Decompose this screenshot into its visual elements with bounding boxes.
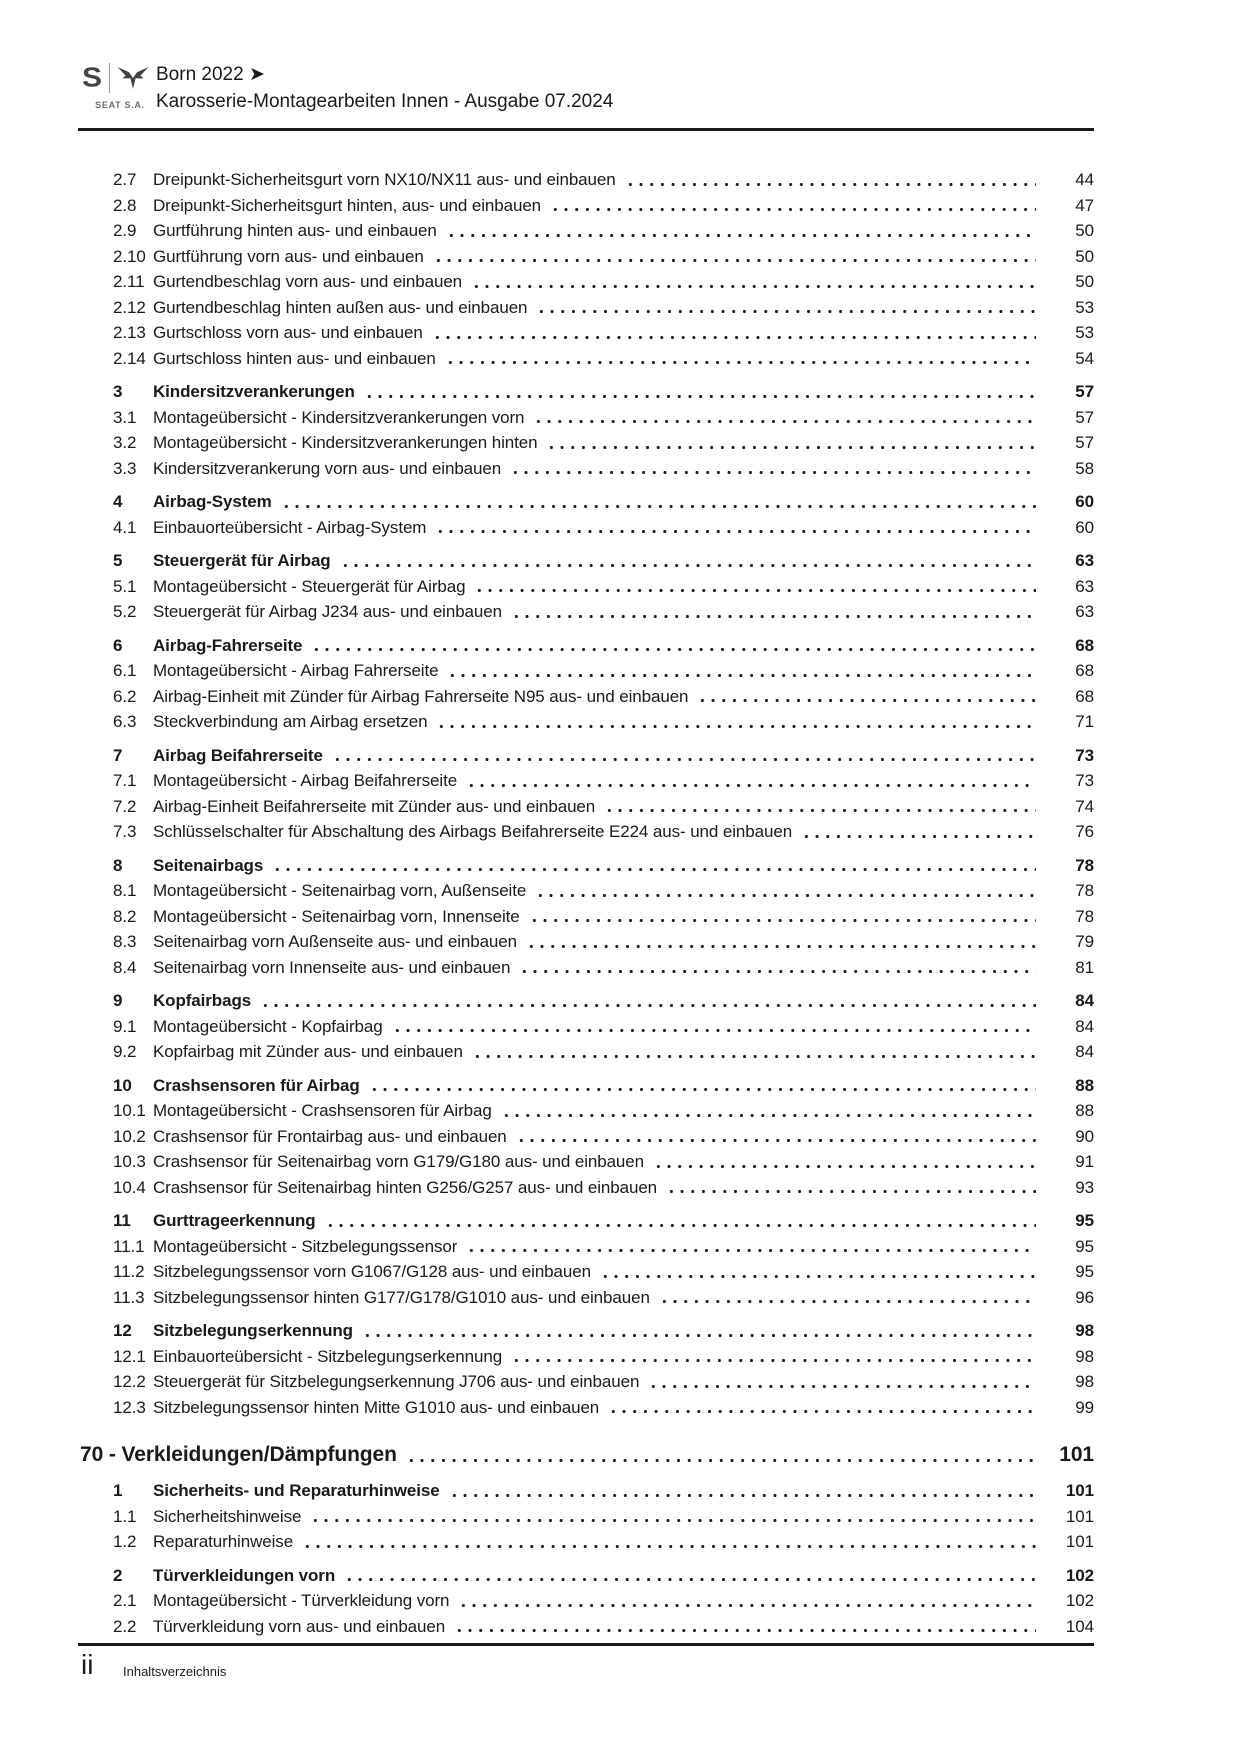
toc-entry-number: 3.1 xyxy=(113,407,137,427)
toc-section-row xyxy=(80,633,1094,659)
dot-leader xyxy=(606,1395,1036,1421)
toc-entry-title: Schlüsselschalter für Abschaltung des Airbags Beifahrerseite E224 aus- und einbauen xyxy=(153,822,793,841)
dot-leader xyxy=(799,819,1036,845)
toc-entry-page: 101 xyxy=(1065,1481,1094,1500)
dot-leader xyxy=(646,1369,1036,1395)
toc-entry-title: Montageübersicht - Kindersitzverankerungen hinten xyxy=(153,433,538,452)
toc-entry-row xyxy=(80,269,1094,295)
toc-entry-row xyxy=(80,1098,1094,1124)
toc-entry-page: 58 xyxy=(1075,458,1094,478)
toc-entry-title: 70 - Verkleidungen/Dämpfungen xyxy=(80,1443,397,1466)
toc-entry-title: Montageübersicht - Sitzbelegungssensor xyxy=(153,1236,458,1256)
toc-entry-title: Airbag-Einheit mit Zünder für Airbag Fahrerseite N95 aus- und einbauen xyxy=(153,686,689,706)
toc-entry-row xyxy=(80,878,1094,904)
toc-entry-page: 84 xyxy=(1075,1016,1094,1036)
dot-leader xyxy=(430,320,1036,346)
toc-entry-title: Gurtendbeschlag hinten außen aus- und einbauen xyxy=(153,297,528,317)
toc-entry-title: Crashsensor für Seitenairbag vorn G179/G180 aus- und einbauen xyxy=(153,1152,644,1171)
toc-section-row xyxy=(80,743,1094,769)
toc-entry-number: 12.1 xyxy=(113,1346,146,1366)
dot-leader xyxy=(342,1563,1036,1589)
toc-entry-row xyxy=(80,1344,1094,1370)
dot-leader xyxy=(695,684,1036,710)
toc-entry-page: 68 xyxy=(1075,661,1094,680)
toc-entry-number: 11.3 xyxy=(113,1287,145,1307)
toc-entry-page: 99 xyxy=(1075,1397,1094,1417)
toc-entry-row xyxy=(80,955,1094,981)
toc-entry-row xyxy=(80,1039,1094,1065)
dot-leader xyxy=(445,658,1036,684)
toc-entry-row xyxy=(80,1369,1094,1395)
toc-entry-title: Montageübersicht - Kopfairbag xyxy=(153,1016,383,1036)
dot-leader xyxy=(360,1318,1036,1344)
toc-entry-row xyxy=(80,1395,1094,1421)
toc-entry-page: 96 xyxy=(1075,1287,1094,1307)
toc-entry-number: 7.3 xyxy=(113,822,137,841)
toc-entry-number: 8 xyxy=(113,855,123,875)
footer-section-label: Inhaltsverzeichnis xyxy=(123,1664,227,1679)
toc-entry-title: Montageübersicht - Kindersitzverankerungen vorn xyxy=(153,407,525,427)
dot-leader xyxy=(464,1234,1036,1260)
toc-entry-title: Sicherheitshinweise xyxy=(153,1506,302,1526)
dot-leader xyxy=(508,456,1036,482)
toc-entry-number: 9.1 xyxy=(113,1016,137,1036)
toc-entry-number: 1.2 xyxy=(113,1532,137,1551)
toc-entry-page: 47 xyxy=(1075,195,1094,215)
toc-entry-number: 7 xyxy=(113,745,123,765)
toc-entry-row xyxy=(80,346,1094,372)
toc-entry-title: Sitzbelegungssensor hinten G177/G178/G1010 aus- und einbauen xyxy=(153,1287,650,1307)
toc-entry-number: 3.3 xyxy=(113,458,137,478)
toc-entry-number: 8.1 xyxy=(113,881,137,900)
dot-leader xyxy=(464,768,1036,794)
toc-entry-page: 88 xyxy=(1075,1075,1094,1095)
dot-leader xyxy=(279,489,1036,515)
toc-entry-row xyxy=(80,1175,1094,1201)
toc-entry-row xyxy=(80,430,1094,456)
toc-entry-title: Gurttrageerkennung xyxy=(153,1211,316,1230)
toc-entry-title: Gurtschloss hinten aus- und einbauen xyxy=(153,348,436,368)
toc-entry-number: 6.3 xyxy=(113,712,137,731)
dot-leader xyxy=(443,346,1036,372)
toc-entry-number: 3 xyxy=(113,382,123,401)
toc-entry-title: Gurtschloss vorn aus- und einbauen xyxy=(153,323,423,342)
dot-leader xyxy=(431,244,1036,270)
toc-entry-number: 2.8 xyxy=(113,195,137,215)
dot-leader xyxy=(531,405,1036,431)
brand-logos xyxy=(82,60,158,96)
toc-entry-page: 101 xyxy=(1065,1506,1094,1526)
toc-entry-title: Sitzbelegungserkennung xyxy=(153,1321,353,1340)
toc-entry-page: 78 xyxy=(1075,881,1094,900)
toc-entry-page: 84 xyxy=(1075,991,1094,1010)
dot-leader xyxy=(524,929,1036,955)
toc-entry-number: 8.3 xyxy=(113,932,137,951)
dot-leader xyxy=(434,709,1036,735)
toc-entry-page: 78 xyxy=(1075,906,1094,926)
toc-entry-page: 63 xyxy=(1075,551,1094,570)
dot-leader xyxy=(444,218,1036,244)
toc-entry-page: 50 xyxy=(1075,272,1094,291)
toc-section-row xyxy=(80,853,1094,879)
toc-entry-row xyxy=(80,1259,1094,1285)
toc-entry-title: Steuergerät für Sitzbelegungserkennung J706 aus- und einbauen xyxy=(153,1372,640,1391)
toc-list xyxy=(80,167,1094,1639)
toc-entry-number: 10.1 xyxy=(113,1101,146,1120)
toc-entry-number: 2.9 xyxy=(113,221,137,240)
toc-entry-page: 60 xyxy=(1075,492,1094,511)
toc-entry-row xyxy=(80,1014,1094,1040)
toc-entry-title: Sicherheits- und Reparaturhinweise xyxy=(153,1481,440,1500)
toc-entry-page: 50 xyxy=(1075,246,1094,266)
toc-entry-title: Montageübersicht - Airbag Fahrerseite xyxy=(153,661,439,680)
toc-entry-row xyxy=(80,794,1094,820)
toc-entry-row xyxy=(80,1124,1094,1150)
toc-section-row xyxy=(80,548,1094,574)
toc-entry-number: 4.1 xyxy=(113,517,137,537)
toc-entry-number: 7.1 xyxy=(113,771,137,790)
toc-entry-title: Airbag-Einheit Beifahrerseite mit Zünder aus- und einbauen xyxy=(153,796,596,816)
dot-leader xyxy=(452,1614,1036,1640)
logo-divider xyxy=(109,63,110,93)
toc-entry-number: 6.1 xyxy=(113,661,137,680)
toc-entry-page: 53 xyxy=(1075,323,1094,342)
toc-entry-title: Reparaturhinweise xyxy=(153,1532,294,1551)
toc-entry-number: 4 xyxy=(113,492,123,511)
toc-entry-number: 11.2 xyxy=(113,1262,145,1281)
toc-entry-title: Dreipunkt-Sicherheitsgurt vorn NX10/NX11 aus- und einbauen xyxy=(153,170,616,189)
toc-entry-title: Montageübersicht - Seitenairbag vorn, Innenseite xyxy=(153,906,520,926)
toc-entry-title: Türverkleidungen vorn xyxy=(153,1565,336,1585)
toc-entry-page: 102 xyxy=(1065,1591,1094,1610)
toc-entry-number: 10.3 xyxy=(113,1152,146,1171)
toc-entry-number: 10.4 xyxy=(113,1177,146,1197)
toc-entry-title: Gurtendbeschlag vorn aus- und einbauen xyxy=(153,272,463,291)
toc-entry-number: 12.3 xyxy=(113,1397,146,1417)
dot-leader xyxy=(533,878,1036,904)
toc-entry-title: Airbag-System xyxy=(153,492,272,511)
toc-entry-row xyxy=(80,709,1094,735)
footer-rule xyxy=(78,1643,1094,1646)
toc-entry-page: 81 xyxy=(1075,957,1094,977)
toc-entry-page: 93 xyxy=(1075,1177,1094,1197)
toc-entry-row xyxy=(80,167,1094,193)
toc-entry-number: 5 xyxy=(113,551,123,570)
dot-leader xyxy=(514,1124,1036,1150)
toc-entry-title: Türverkleidung vorn aus- und einbauen xyxy=(153,1616,446,1636)
toc-entry-title: Einbauorteübersicht - Sitzbelegungserkennung xyxy=(153,1346,503,1366)
toc-entry-row xyxy=(80,456,1094,482)
toc-entry-page: 90 xyxy=(1075,1126,1094,1146)
toc-entry-page: 53 xyxy=(1075,297,1094,317)
document-title: Karosserie-Montagearbeiten Innen - Ausgabe 07.2024 xyxy=(156,91,614,112)
toc-section-row xyxy=(80,1208,1094,1234)
dot-leader xyxy=(323,1208,1036,1234)
toc-entry-row xyxy=(80,193,1094,219)
toc-entry-title: Crashsensor für Frontairbag aus- und einbauen xyxy=(153,1126,507,1146)
toc-entry-number: 10.2 xyxy=(113,1126,146,1146)
dot-leader xyxy=(362,379,1036,405)
dot-leader xyxy=(499,1098,1036,1124)
toc-entry-title: Steckverbindung am Airbag ersetzen xyxy=(153,712,428,731)
toc-entry-number: 8.4 xyxy=(113,957,137,977)
toc-entry-title: Kindersitzverankerungen xyxy=(153,382,355,401)
header-rule xyxy=(78,128,1094,131)
dot-leader xyxy=(470,1039,1036,1065)
toc-entry-row xyxy=(80,1149,1094,1175)
toc-section-row xyxy=(80,1073,1094,1099)
toc-section-row xyxy=(80,1478,1094,1504)
toc-entry-row xyxy=(80,295,1094,321)
dot-leader xyxy=(548,193,1036,219)
dot-leader xyxy=(598,1259,1036,1285)
dot-leader xyxy=(300,1529,1036,1555)
toc-entry-number: 12.2 xyxy=(113,1372,146,1391)
footer-page-number: ii xyxy=(81,1649,94,1680)
toc-entry-page: 71 xyxy=(1075,712,1094,731)
dot-leader xyxy=(390,1014,1036,1040)
dot-leader xyxy=(651,1149,1036,1175)
toc-entry-row xyxy=(80,320,1094,346)
toc-entry-row xyxy=(80,599,1094,625)
toc-entry-title: Kindersitzverankerung vorn aus- und einbauen xyxy=(153,458,502,478)
toc-entry-title: Gurtführung vorn aus- und einbauen xyxy=(153,246,424,266)
toc-entry-number: 1 xyxy=(113,1481,123,1500)
toc-entry-title: Kopfairbags xyxy=(153,991,252,1010)
toc-entry-page: 57 xyxy=(1075,407,1094,427)
toc-entry-number: 9 xyxy=(113,991,123,1010)
toc-entry-number: 1.1 xyxy=(113,1506,137,1526)
dot-leader xyxy=(509,599,1036,625)
toc-entry-number: 2.10 xyxy=(113,246,146,266)
toc-entry-row xyxy=(80,684,1094,710)
toc-entry-page: 76 xyxy=(1075,822,1094,841)
dot-leader xyxy=(308,1504,1036,1530)
dot-leader xyxy=(330,743,1036,769)
toc-entry-row xyxy=(80,658,1094,684)
toc-entry-title: Montageübersicht - Steuergerät für Airbag xyxy=(153,576,466,596)
toc-entry-page: 63 xyxy=(1075,576,1094,596)
toc-entry-number: 8.2 xyxy=(113,906,137,926)
toc-entry-row xyxy=(80,768,1094,794)
toc-entry-title: Montageübersicht - Seitenairbag vorn, Außenseite xyxy=(153,881,527,900)
toc-entry-title: Airbag-Fahrerseite xyxy=(153,635,303,655)
toc-entry-row xyxy=(80,929,1094,955)
toc-entry-number: 2.14 xyxy=(113,348,146,368)
toc-entry-page: 98 xyxy=(1075,1346,1094,1366)
toc-entry-title: Steuergerät für Airbag J234 aus- und einbauen xyxy=(153,602,502,621)
toc-entry-row xyxy=(80,1614,1094,1640)
toc-entry-title: Sitzbelegungssensor hinten Mitte G1010 aus- und einbauen xyxy=(153,1397,600,1417)
toc-entry-page: 73 xyxy=(1075,771,1094,790)
toc-entry-number: 11 xyxy=(113,1211,131,1230)
toc-entry-page: 88 xyxy=(1075,1101,1094,1120)
toc-entry-title: Steuergerät für Airbag xyxy=(153,551,331,570)
toc-entry-title: Crashsensoren für Airbag xyxy=(153,1075,360,1095)
dot-leader xyxy=(338,548,1036,574)
toc-section-row xyxy=(80,988,1094,1014)
dot-leader xyxy=(602,794,1036,820)
dot-leader xyxy=(367,1073,1036,1099)
toc-entry-number: 3.2 xyxy=(113,433,137,452)
toc-entry-page: 78 xyxy=(1075,855,1094,875)
toc-entry-page: 63 xyxy=(1075,602,1094,621)
toc-entry-title: Sitzbelegungssensor vorn G1067/G128 aus- und einbauen xyxy=(153,1262,591,1281)
toc-entry-page: 101 xyxy=(1059,1443,1094,1466)
toc-entry-number: 7.2 xyxy=(113,796,137,816)
toc-entry-number: 9.2 xyxy=(113,1042,137,1061)
dot-leader xyxy=(472,574,1036,600)
toc-entry-row xyxy=(80,1588,1094,1614)
toc-entry-title: Montageübersicht - Türverkleidung vorn xyxy=(153,1591,450,1610)
dot-leader xyxy=(469,269,1036,295)
dot-leader xyxy=(270,853,1036,879)
toc-entry-page: 79 xyxy=(1075,932,1094,951)
toc-entry-title: Gurtführung hinten aus- und einbauen xyxy=(153,221,437,240)
toc-entry-title: Seitenairbags xyxy=(153,855,264,875)
dot-leader xyxy=(664,1175,1036,1201)
toc-entry-page: 54 xyxy=(1075,348,1094,368)
toc-entry-title: Crashsensor für Seitenairbag hinten G256/G257 aus- und einbauen xyxy=(153,1177,658,1197)
toc-entry-number: 11.1 xyxy=(113,1236,145,1256)
dot-leader xyxy=(527,904,1036,930)
toc-section-row xyxy=(80,1318,1094,1344)
toc-entry-page: 68 xyxy=(1075,686,1094,706)
toc-entry-title: Seitenairbag vorn Außenseite aus- und einbauen xyxy=(153,932,517,951)
toc-entry-page: 98 xyxy=(1075,1321,1094,1340)
dot-leader xyxy=(309,633,1036,659)
toc-entry-page: 84 xyxy=(1075,1042,1094,1061)
toc-entry-page: 60 xyxy=(1075,517,1094,537)
dot-leader xyxy=(456,1588,1036,1614)
toc-entry-number: 6 xyxy=(113,635,123,655)
toc-entry-row xyxy=(80,218,1094,244)
toc-entry-row xyxy=(80,244,1094,270)
toc-chapter-row xyxy=(80,1439,1094,1470)
toc-entry-number: 10 xyxy=(113,1075,132,1095)
toc-entry-page: 98 xyxy=(1075,1372,1094,1391)
toc-entry-page: 101 xyxy=(1065,1532,1094,1551)
dot-leader xyxy=(623,167,1036,193)
toc-entry-row xyxy=(80,574,1094,600)
toc-entry-row xyxy=(80,405,1094,431)
toc-entry-page: 104 xyxy=(1065,1616,1094,1636)
dot-leader xyxy=(534,295,1036,321)
toc-entry-page: 44 xyxy=(1075,170,1094,189)
toc-entry-number: 2.1 xyxy=(113,1591,137,1610)
toc-entry-title: Dreipunkt-Sicherheitsgurt hinten, aus- und einbauen xyxy=(153,195,542,215)
toc-entry-page: 95 xyxy=(1075,1236,1094,1256)
dot-leader xyxy=(544,430,1036,456)
toc-section-row xyxy=(80,1563,1094,1589)
toc-entry-title: Kopfairbag mit Zünder aus- und einbauen xyxy=(153,1042,463,1061)
cupra-logo-icon xyxy=(117,63,149,93)
toc-entry-page: 57 xyxy=(1075,433,1094,452)
dot-leader xyxy=(447,1478,1036,1504)
toc-entry-page: 50 xyxy=(1075,221,1094,240)
dot-leader xyxy=(657,1285,1036,1311)
dot-leader xyxy=(517,955,1036,981)
toc-entry-row xyxy=(80,1504,1094,1530)
toc-entry-title: Seitenairbag vorn Innenseite aus- und einbauen xyxy=(153,957,511,977)
toc-entry-number: 2.2 xyxy=(113,1616,137,1636)
model-title: Born 2022 ➤ xyxy=(156,64,265,85)
toc-entry-page: 91 xyxy=(1075,1152,1094,1171)
toc-entry-page: 95 xyxy=(1075,1211,1094,1230)
toc-section-row xyxy=(80,379,1094,405)
toc-entry-row xyxy=(80,1234,1094,1260)
toc-entry-title: Airbag Beifahrerseite xyxy=(153,745,323,765)
toc-entry-number: 2 xyxy=(113,1565,123,1585)
toc-entry-number: 2.12 xyxy=(113,297,146,317)
seat-logo-icon: S xyxy=(82,62,102,93)
toc-entry-row xyxy=(80,819,1094,845)
toc-entry-number: 2.7 xyxy=(113,170,137,189)
toc-entry-page: 57 xyxy=(1075,382,1094,401)
toc-entry-page: 102 xyxy=(1065,1565,1094,1585)
toc-entry-number: 6.2 xyxy=(113,686,137,706)
toc-entry-number: 12 xyxy=(113,1321,132,1340)
toc-entry-row xyxy=(80,1529,1094,1555)
dot-leader xyxy=(258,988,1036,1014)
toc-section-row xyxy=(80,489,1094,515)
dot-leader xyxy=(509,1344,1036,1370)
toc-entry-number: 2.11 xyxy=(113,272,145,291)
toc-entry-title: Montageübersicht - Airbag Beifahrerseite xyxy=(153,771,458,790)
toc-entry-row xyxy=(80,1285,1094,1311)
toc-entry-title: Montageübersicht - Crashsensoren für Airbag xyxy=(153,1101,492,1120)
toc-entry-number: 5.2 xyxy=(113,602,137,621)
toc-entry-title: Einbauorteübersicht - Airbag-System xyxy=(153,517,427,537)
brand-name-label: SEAT S.A. xyxy=(95,100,145,110)
toc-entry-number: 5.1 xyxy=(113,576,137,596)
toc-entry-page: 95 xyxy=(1075,1262,1094,1281)
dot-leader xyxy=(433,515,1036,541)
toc-entry-row xyxy=(80,515,1094,541)
toc-entry-page: 73 xyxy=(1075,745,1094,765)
toc-entry-page: 74 xyxy=(1075,796,1094,816)
toc-entry-row xyxy=(80,904,1094,930)
dot-leader xyxy=(404,1439,1036,1470)
toc-entry-page: 68 xyxy=(1075,635,1094,655)
toc-entry-number: 2.13 xyxy=(113,323,146,342)
